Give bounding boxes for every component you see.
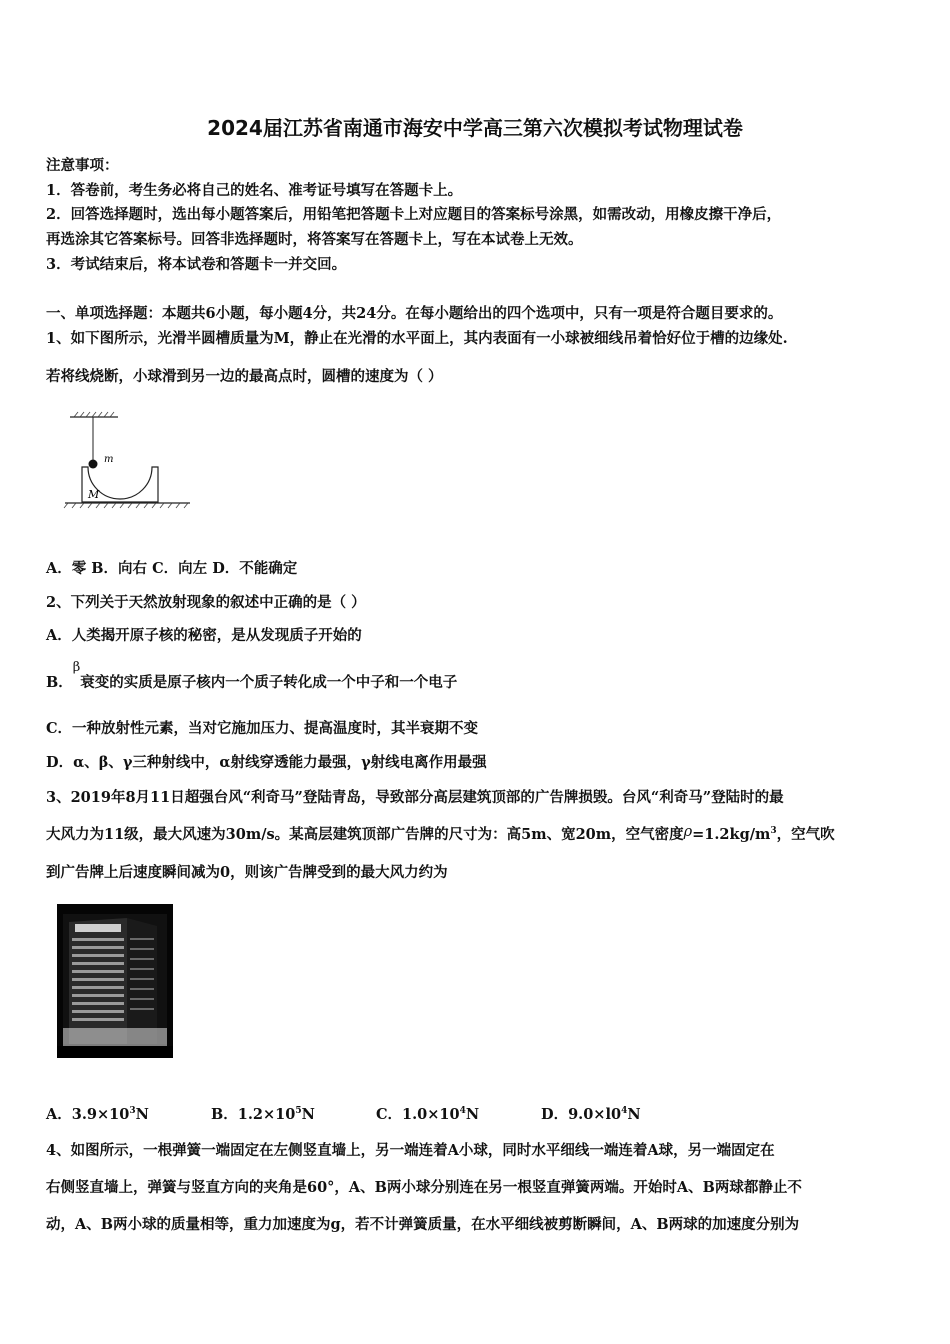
question-3-option-d: D．$9.0\times l0^4N$: [541, 1106, 641, 1123]
question-4-stem-3: 动，A、B两小球的质量相等，重力加速度为g，若不计弹簧质量，在水平细线被剪断瞬间，A、B两球的加速度分别为: [46, 1216, 800, 1233]
section-heading: 一、单项选择题：本题共6小题，每小题4分，共24分。在每小题给出的四个选项中，只有一项是符合题目要求的。: [46, 305, 783, 322]
question-4-stem-2: 右侧竖直墙上，弹簧与竖直方向的夹角是60°，A、B两小球分别连在另一根竖直弹簧两端。开始时A、B两球都静止不: [46, 1179, 802, 1196]
label-M: M: [88, 488, 100, 501]
question-3-option-b: B．$1.2\times 10^5N$: [211, 1106, 315, 1123]
question-1-stem: 1、如下图所示，光滑半圆槽质量为M，静止在光滑的水平面上，其内表面有一小球被细线吊着恰好位于槽的边缘处.: [46, 330, 788, 347]
question-3-option-a: A．$3.9\times 10^3N$: [46, 1106, 149, 1123]
label-m: m: [104, 454, 114, 465]
ball-icon: [89, 460, 98, 469]
question-2-option-b: [46, 660, 458, 692]
question-2-option-a: A．人类揭开原子核的秘密，是从发现质子开始的: [46, 627, 362, 644]
notice-item: 2．回答选择题时，选出每小题答案后，用铅笔把答题卡上对应题目的答案标号涂黑，如需改动，用橡皮擦干净后，: [46, 206, 782, 223]
page-title: 2024届江苏省南通市海安中学高三第六次模拟考试物理试卷: [207, 116, 743, 140]
question-3-stem: 3、2019年8月11日超强台风“利奇马”登陆青岛，导致部分高层建筑顶部的广告牌损毁。台风“利奇马”登陆时的最: [46, 789, 784, 806]
notice-heading: 注意事项：: [46, 157, 119, 174]
question-4-stem: 4、如图所示，一根弹簧一端固定在左侧竖直墙上，另一端连着A小球，同时水平细线一端连着A球，另一端固定在: [46, 1142, 775, 1159]
question-2-option-d: D．α、β、γ三种射线中，α射线穿透能力最强，γ射线电离作用最强: [46, 754, 487, 771]
question-2-stem: 2、下列关于天然放射现象的叙述中正确的是（ ）: [46, 594, 366, 611]
option-b-text: 衰变的实质是原子核内一个质子转化成一个中子和一个电子: [80, 674, 458, 691]
beta-symbol: β: [72, 660, 81, 675]
option-b-label: B．: [46, 674, 73, 691]
question-3-stem-2: 大风力为11级，最大风速为30m/s。某高层建筑顶部广告牌的尺寸为：高5m、宽20m，空气密度$\rho=1.2kg/m^3$，空气吹: [46, 824, 835, 843]
question-3-option-c: C．$1.0\times 10^4N$: [376, 1106, 480, 1123]
question-3-stem-3: 到广告牌上后速度瞬间减为0，则该广告牌受到的最大风力约为: [46, 864, 448, 881]
building-photo: [57, 904, 173, 1058]
rho-symbol: ρ: [683, 824, 693, 840]
question-1-options: A．零 B．向右 C．向左 D．不能确定: [46, 560, 298, 577]
question-1-stem-2: 若将线烧断，小球滑到另一边的最高点时，圆槽的速度为（ ）: [46, 368, 443, 385]
semicircle-groove-figure: [60, 405, 200, 515]
question-2-option-c: C．一种放射性元素，当对它施加压力、提高温度时，其半衰期不变: [46, 720, 479, 737]
notice-item: 3．考试结束后，将本试卷和答题卡一并交回。: [46, 256, 347, 273]
notice-item: 再选涂其它答案标号。回答非选择题时，将答案写在答题卡上，写在本试卷上无效。: [46, 231, 583, 248]
notice-item: 1．答卷前，考生务必将自己的姓名、准考证号填写在答题卡上。: [46, 182, 463, 199]
